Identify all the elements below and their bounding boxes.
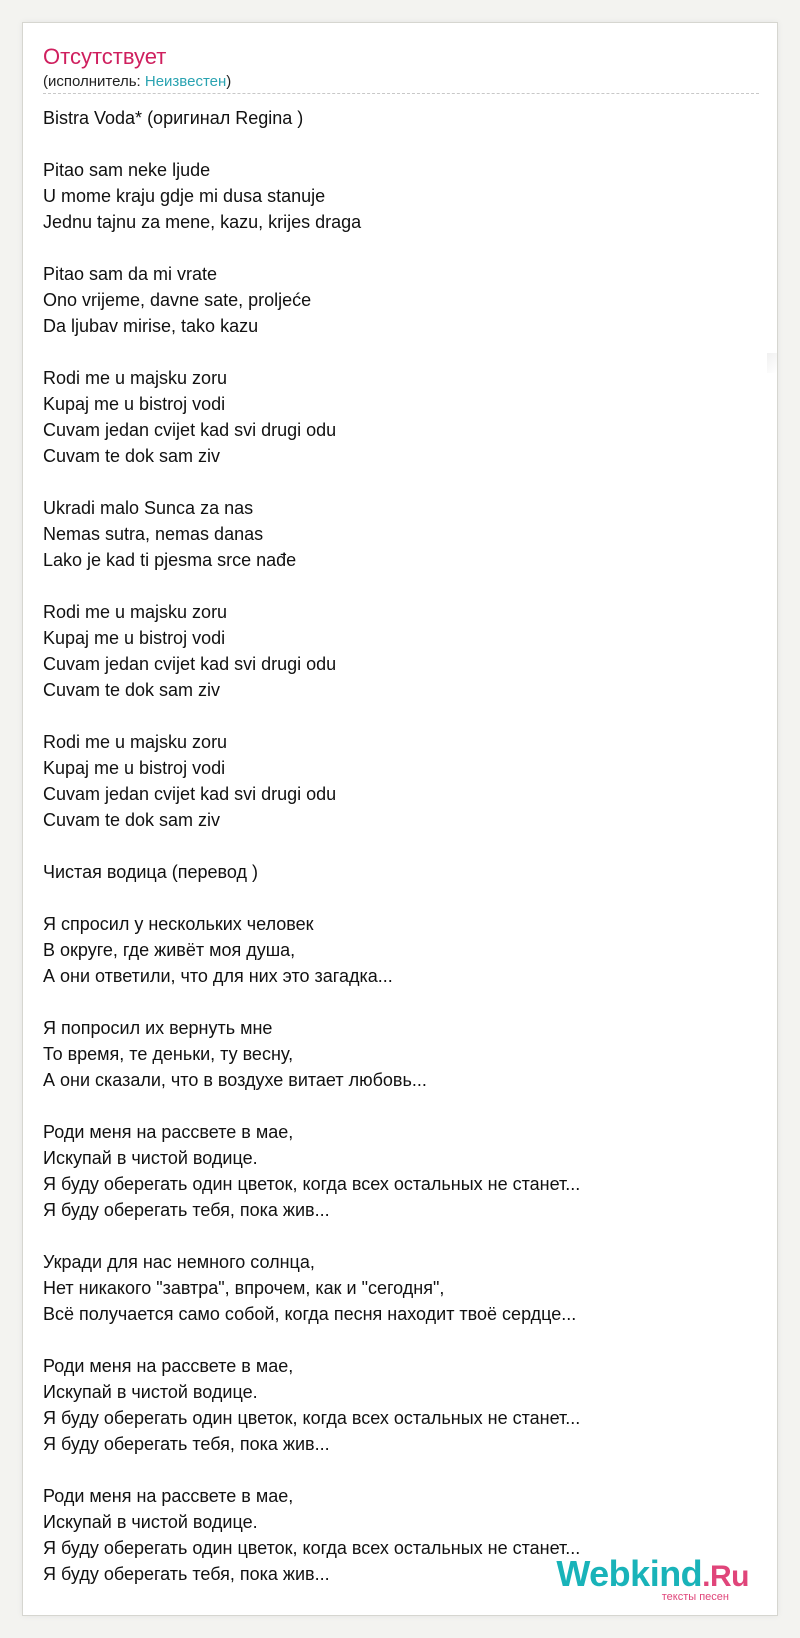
- artist-line: [43, 73, 231, 91]
- logo-subtitle: тексты песен: [661, 1591, 729, 1603]
- lyrics-stanza: [43, 859, 759, 885]
- lyrics-line: То время, те деньки, ту весну,: [43, 1044, 294, 1064]
- lyrics-stanza: [43, 911, 759, 989]
- lyrics-stanza: [43, 365, 759, 469]
- song-title: Отсутствует: [43, 44, 167, 69]
- lyrics-line: Я буду оберегать один цветок, когда всех остальных не станет...: [43, 1408, 581, 1428]
- lyrics-line: Kupaj me u bistroj vodi: [43, 628, 226, 648]
- lyrics-line: Pitao sam neke ljude: [43, 160, 211, 180]
- lyrics-stanza: [43, 1249, 759, 1327]
- lyrics-line: Я буду оберегать тебя, пока жив...: [43, 1564, 330, 1584]
- lyrics-line: А они ответили, что для них это загадка...: [43, 966, 393, 986]
- lyrics-stanza: [43, 1015, 759, 1093]
- lyrics-line: Искупай в чистой водице.: [43, 1512, 258, 1532]
- lyrics-line: Я буду оберегать один цветок, когда всех остальных не станет...: [43, 1174, 581, 1194]
- lyrics-stanza: [43, 105, 759, 131]
- lyrics-line: Роди меня на рассвете в мае,: [43, 1356, 294, 1376]
- lyrics-line: Cuvam jedan cvijet kad svi drugi odu: [43, 654, 337, 674]
- logo-wordmark: [556, 1553, 749, 1595]
- lyrics-stanza: [43, 599, 759, 703]
- lyrics-body: [43, 105, 759, 1587]
- lyrics-line: В округе, где живёт моя душа,: [43, 940, 296, 960]
- artist-suffix: ): [226, 73, 232, 90]
- lyrics-line: Lako je kad ti pjesma srce nađe: [43, 550, 297, 570]
- header-divider: [43, 93, 759, 94]
- lyrics-line: Я буду оберегать тебя, пока жив...: [43, 1200, 330, 1220]
- lyrics-line: Cuvam te dok sam ziv: [43, 446, 221, 466]
- lyrics-stanza: [43, 261, 759, 339]
- lyrics-line: Cuvam te dok sam ziv: [43, 680, 221, 700]
- lyrics-line: Rodi me u majsku zoru: [43, 602, 228, 622]
- lyrics-stanza: [43, 157, 759, 235]
- lyrics-line: Cuvam jedan cvijet kad svi drugi odu: [43, 784, 337, 804]
- lyrics-line: Cuvam jedan cvijet kad svi drugi odu: [43, 420, 337, 440]
- lyrics-line: Jednu tajnu za mene, kazu, krijes draga: [43, 212, 362, 232]
- lyrics-line: Я буду оберегать один цветок, когда всех остальных не станет...: [43, 1538, 581, 1558]
- lyrics-line: Укради для нас немного солнца,: [43, 1252, 315, 1272]
- lyrics-line: А они сказали, что в воздухе витает любовь...: [43, 1070, 427, 1090]
- lyrics-stanza: [43, 1119, 759, 1223]
- artist-link[interactable]: Неизвестен: [144, 73, 227, 90]
- lyrics-line: Cuvam te dok sam ziv: [43, 810, 221, 830]
- lyrics-line: Bistra Voda* (оригинал Regina ): [43, 108, 304, 128]
- lyrics-line: Я буду оберегать тебя, пока жив...: [43, 1434, 330, 1454]
- lyrics-stanza: [43, 729, 759, 833]
- lyrics-line: Da ljubav mirise, tako kazu: [43, 316, 259, 336]
- logo-name: Webkind: [556, 1553, 703, 1594]
- lyrics-stanza: [43, 495, 759, 573]
- lyrics-card: [22, 22, 778, 1616]
- logo-tld: .Ru: [702, 1560, 749, 1593]
- lyrics-line: Pitao sam da mi vrate: [43, 264, 218, 284]
- lyrics-line: Rodi me u majsku zoru: [43, 368, 228, 388]
- lyrics-line: Роди меня на рассвете в мае,: [43, 1486, 294, 1506]
- lyrics-line: Всё получается само собой, когда песня находит твоё сердце...: [43, 1304, 577, 1324]
- lyrics-line: U mome kraju gdje mi dusa stanuje: [43, 186, 326, 206]
- lyrics-line: Nemas sutra, nemas danas: [43, 524, 264, 544]
- artist-prefix: (исполнитель:: [43, 73, 145, 90]
- lyrics-line: Rodi me u majsku zoru: [43, 732, 228, 752]
- lyrics-line: Я спросил у нескольких человек: [43, 914, 314, 934]
- lyrics-line: Чистая водица (перевод ): [43, 862, 258, 882]
- lyrics-line: Роди меня на рассвете в мае,: [43, 1122, 294, 1142]
- lyrics-line: Нет никакого "завтра", впрочем, как и "сегодня",: [43, 1278, 445, 1298]
- lyrics-line: Искупай в чистой водице.: [43, 1382, 258, 1402]
- page-curl-decoration: [767, 353, 777, 373]
- lyrics-line: Я попросил их вернуть мне: [43, 1018, 273, 1038]
- lyrics-line: Ono vrijeme, davne sate, proljeće: [43, 290, 312, 310]
- site-logo: [556, 1553, 749, 1603]
- lyrics-line: Ukradi malo Sunca za nas: [43, 498, 254, 518]
- lyrics-line: Искупай в чистой водице.: [43, 1148, 258, 1168]
- lyrics-line: Kupaj me u bistroj vodi: [43, 394, 226, 414]
- lyrics-line: Kupaj me u bistroj vodi: [43, 758, 226, 778]
- lyrics-stanza: [43, 1353, 759, 1457]
